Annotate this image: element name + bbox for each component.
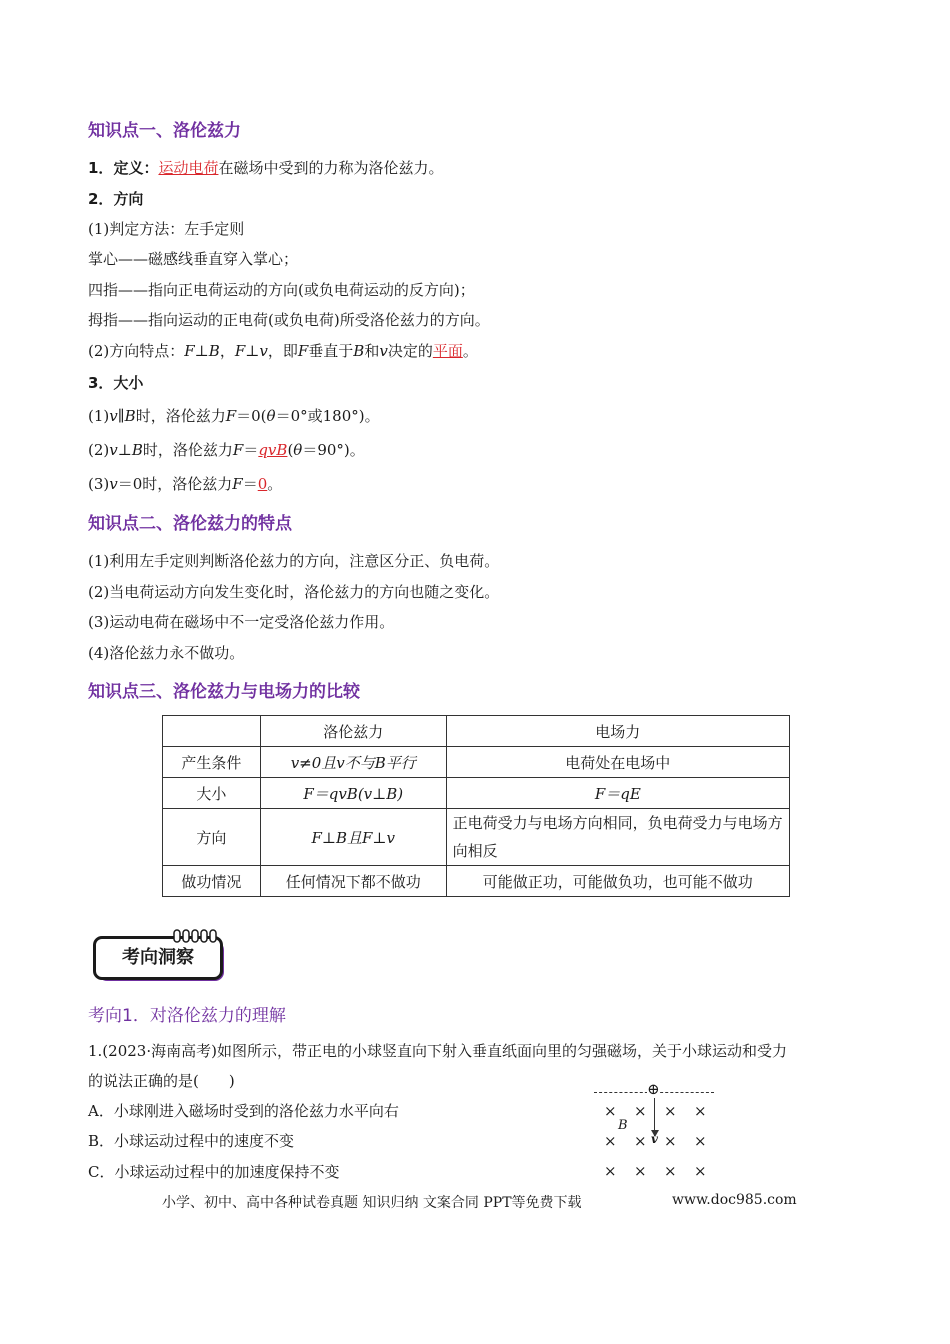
table-cell: F＝qvB(v⊥B) (260, 778, 446, 809)
option-b: B．小球运动过程中的速度不变 (88, 1132, 295, 1150)
table-cell: F＝qE (446, 778, 789, 809)
direction-thumb: 拇指——指向运动的正电荷(或负电荷)所受洛伦兹力的方向。 (88, 311, 490, 329)
cross-mark: × (694, 1132, 707, 1150)
table-cell: 方向 (163, 809, 261, 866)
direction-method: (1)判定方法：左手定则 (88, 220, 245, 238)
table-cell: F⊥B且F⊥v (260, 809, 446, 866)
cross-mark: × (664, 1102, 677, 1120)
cross-mark: × (694, 1162, 707, 1180)
kaoxiang-badge (93, 936, 225, 982)
direction-palm: 掌心——磁感线垂直穿入掌心； (88, 250, 299, 268)
field-label: B (618, 1118, 628, 1133)
magnetic-field-figure (594, 1082, 724, 1182)
cross-mark: × (634, 1132, 647, 1150)
table-cell: 正电荷受力与电场方向相同，负电荷受力与电场方向相反 (446, 809, 789, 866)
section1-heading: 知识点一、洛伦兹力 (88, 121, 241, 141)
question-stem-cont: 的说法正确的是( ) (88, 1072, 235, 1090)
table-row (163, 866, 790, 897)
section2-heading: 知识点二、洛伦兹力的特点 (88, 514, 292, 534)
question-stem: 1.(2023·海南高考)如图所示，带正电的小球竖直向下射入垂直纸面向里的匀强磁场，关于小球运动和受力 (88, 1042, 787, 1060)
feature-item: (1)利用左手定则判断洛伦兹力的方向，注意区分正、负电荷。 (88, 552, 500, 570)
size-item-3: (3)v＝0时，洛伦兹力F＝0。 (88, 475, 283, 493)
definition-line: 1．定义：运动电荷在磁场中受到的力称为洛伦兹力。 (88, 159, 444, 177)
kaoxiang1-heading: 考向1．对洛伦兹力的理解 (88, 1006, 286, 1026)
table-cell: 大小 (163, 778, 261, 809)
table-cell: 任何情况下都不做功 (260, 866, 446, 897)
table-cell: 可能做正功，可能做负功，也可能不做功 (446, 866, 789, 897)
comparison-table (162, 715, 790, 897)
positive-charge-icon: ⊕ (647, 1080, 660, 1098)
table-cell: 做功情况 (163, 866, 261, 897)
footer-url[interactable]: www.doc985.com (672, 1192, 797, 1208)
cross-mark: × (634, 1162, 647, 1180)
feature-item: (3)运动电荷在磁场中不一定受洛伦兹力作用。 (88, 613, 395, 631)
size-heading: 3．大小 (88, 374, 144, 392)
badge-label: 考向洞察 (122, 947, 194, 968)
table-row (163, 809, 790, 866)
direction-heading: 2．方向 (88, 190, 144, 208)
answer-qvB: qvB (258, 441, 288, 459)
feature-item: (4)洛伦兹力永不做功。 (88, 644, 245, 662)
table-cell: v≠0且v不与B平行 (260, 747, 446, 778)
size-item-1: (1)v∥B时，洛伦兹力F＝0(θ＝0°或180°)。 (88, 407, 380, 425)
table-cell: 产生条件 (163, 747, 261, 778)
cross-mark: × (604, 1132, 617, 1150)
footer-text: 小学、初中、高中各种试卷真题 知识归纳 文案合同 PPT等免费下载 (162, 1195, 582, 1211)
table-cell (163, 716, 261, 747)
cross-mark: × (664, 1162, 677, 1180)
table-cell: 电荷处在电场中 (446, 747, 789, 778)
option-c: C．小球运动过程中的加速度保持不变 (88, 1163, 340, 1181)
cross-mark: × (634, 1102, 647, 1120)
velocity-label: v (651, 1132, 658, 1146)
table-cell: 电场力 (446, 716, 789, 747)
table-header-row (163, 716, 790, 747)
table-row (163, 778, 790, 809)
table-row (163, 747, 790, 778)
cross-mark: × (604, 1102, 617, 1120)
feature-item: (2)当电荷运动方向发生变化时，洛伦兹力的方向也随之变化。 (88, 583, 500, 601)
direction-feature: (2)方向特点：F⊥B，F⊥v，即F垂直于B和v决定的平面。 (88, 342, 478, 360)
direction-fingers: 四指——指向正电荷运动的方向(或负电荷运动的反方向)； (88, 281, 475, 299)
answer-zero: 0 (257, 475, 268, 493)
table-cell: 洛伦兹力 (260, 716, 446, 747)
option-a: A．小球刚进入磁场时受到的洛伦兹力水平向右 (88, 1102, 399, 1120)
cross-mark: × (694, 1102, 707, 1120)
answer-moving-charge: 运动电荷 (158, 159, 219, 177)
section3-heading: 知识点三、洛伦兹力与电场力的比较 (88, 682, 360, 702)
answer-plane: 平面 (432, 342, 463, 360)
cross-mark: × (664, 1132, 677, 1150)
cross-mark: × (604, 1162, 617, 1180)
size-item-2: (2)v⊥B时，洛伦兹力F＝qvB(θ＝90°)。 (88, 441, 365, 459)
